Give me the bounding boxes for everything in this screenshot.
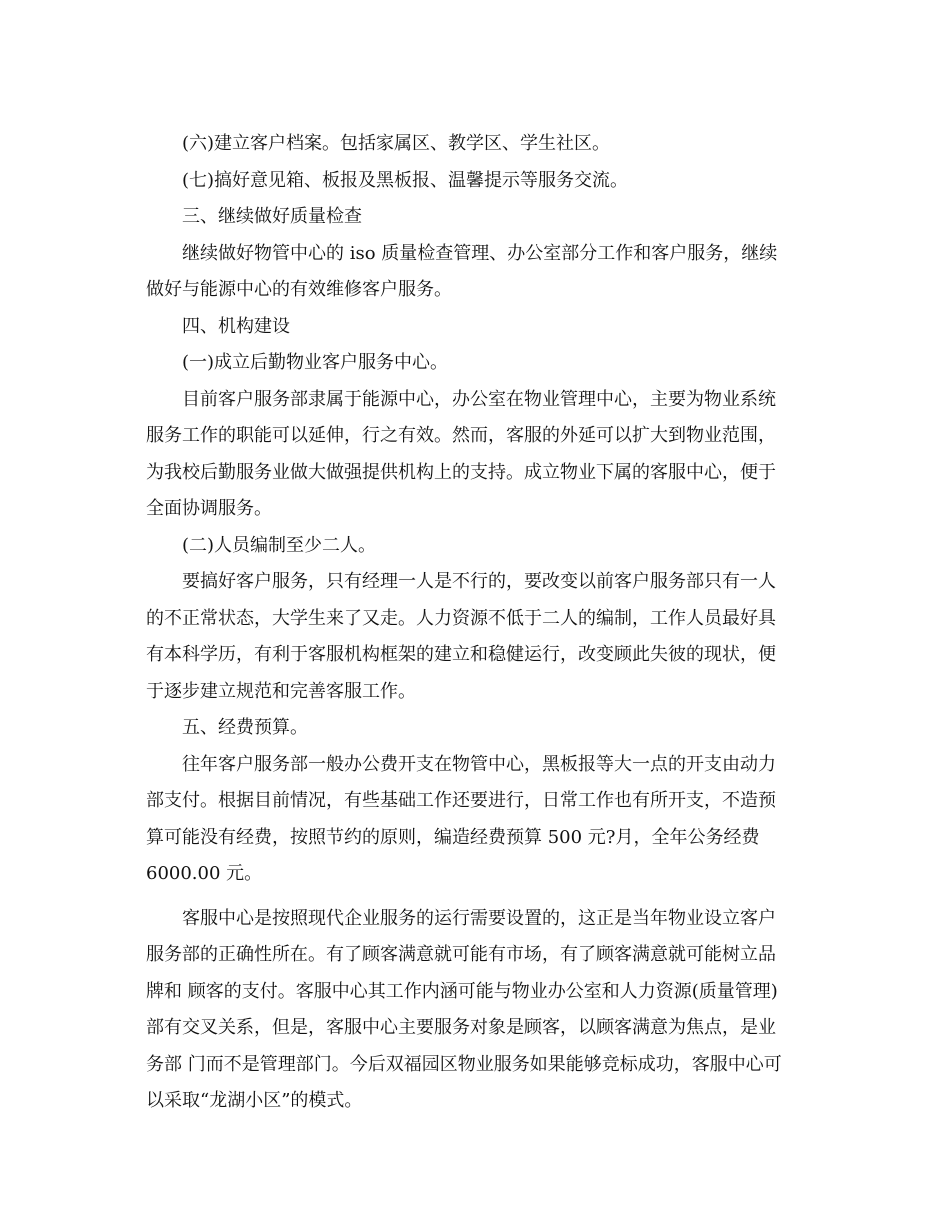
text-line: 为我校后勤服务业做大做强提供机构上的支持。成立物业下属的客服中心，便于 [146, 461, 776, 483]
subheading-service-center [146, 345, 802, 382]
paragraph-quality-check [146, 236, 802, 309]
text-line: (一)成立后勤物业客户服务中心。 [182, 352, 449, 373]
text-line: 务部 门而不是管理部门。今后双福园区物业服务如果能够竞标成功，客服中心可 [146, 1053, 782, 1075]
text-line: 有本科学历，有利于客服机构框架的建立和稳健运行，改变顾此失彼的现状，便 [146, 644, 776, 665]
paragraph-suggestion-box [146, 163, 802, 200]
section-heading-quality-check [146, 199, 802, 236]
text-line: 五、经费预算。 [182, 717, 308, 738]
text-line: 四、机构建设 [182, 315, 290, 337]
text-line: 继续做好物管中心的 iso 质量检查管理、办公室部分工作和客户服务，继续 [182, 242, 778, 264]
text-line: 6000.00 元。 [146, 863, 263, 884]
text-line: 于逐步建立规范和完善客服工作。 [146, 680, 416, 702]
section-heading-budget [146, 710, 802, 747]
text-line: 三、继续做好质量检查 [182, 206, 362, 227]
paragraph-staffing [146, 564, 802, 710]
text-line: 做好与能源中心的有效维修客户服务。 [146, 279, 452, 300]
text-line: 服务部的正确性所在。有了顾客满意就可能有市场，有了顾客满意就可能树立品 [146, 944, 776, 965]
text-line: 以采取“龙湖小区”的模式。 [146, 1090, 363, 1111]
text-line: 的不正常状态，大学生来了又走。人力资源不低于二人的编制，工作人员最好具 [146, 607, 776, 629]
text-line: 算可能没有经费，按照节约的原则，编造经费预算 500 元?月，全年公务经费 [146, 826, 760, 848]
text-line: 往年客户服务部一般办公费开支在物管中心，黑板报等大一点的开支由动力 [182, 753, 776, 775]
text-line: 要搞好客户服务，只有经理一人是不行的，要改变以前客户服务部只有一人 [182, 571, 776, 592]
text-line: (六)建立客户档案。包括家属区、教学区、学生社区。 [182, 133, 611, 154]
text-line: 部有交叉关系，但是，客服中心主要服务对象是顾客，以顾客满意为焦点，是业 [146, 1017, 776, 1038]
text-line: 目前客户服务部隶属于能源中心，办公室在物业管理中心，主要为物业系统 [182, 388, 776, 410]
paragraph-service-center [146, 382, 802, 528]
paragraph-service-center-summary [146, 901, 802, 1120]
subheading-staffing [146, 528, 802, 565]
text-line: 客服中心是按照现代企业服务的运行需要设置的，这正是当年物业设立客户 [182, 907, 776, 929]
paragraph-spacer [146, 893, 802, 901]
text-line: 全面协调服务。 [146, 498, 272, 519]
document-body [146, 126, 802, 1120]
text-line: 服务工作的职能可以延伸，行之有效。然而，客服的外延可以扩大到物业范围， [146, 425, 776, 446]
text-line: (七)搞好意见箱、板报及黑板报、温馨提示等服务交流。 [182, 169, 629, 191]
text-line: (二)人员编制至少二人。 [182, 534, 377, 556]
text-line: 部支付。根据目前情况，有些基础工作还要进行，日常工作也有所开支，不造预 [146, 790, 776, 811]
text-line: 牌和 顾客的支付。客服中心其工作内涵可能与物业办公室和人力资源(质量管理) [146, 980, 778, 1002]
paragraph-budget [146, 747, 802, 893]
paragraph-establish-customer-archive [146, 126, 802, 163]
section-heading-organization [146, 309, 802, 346]
